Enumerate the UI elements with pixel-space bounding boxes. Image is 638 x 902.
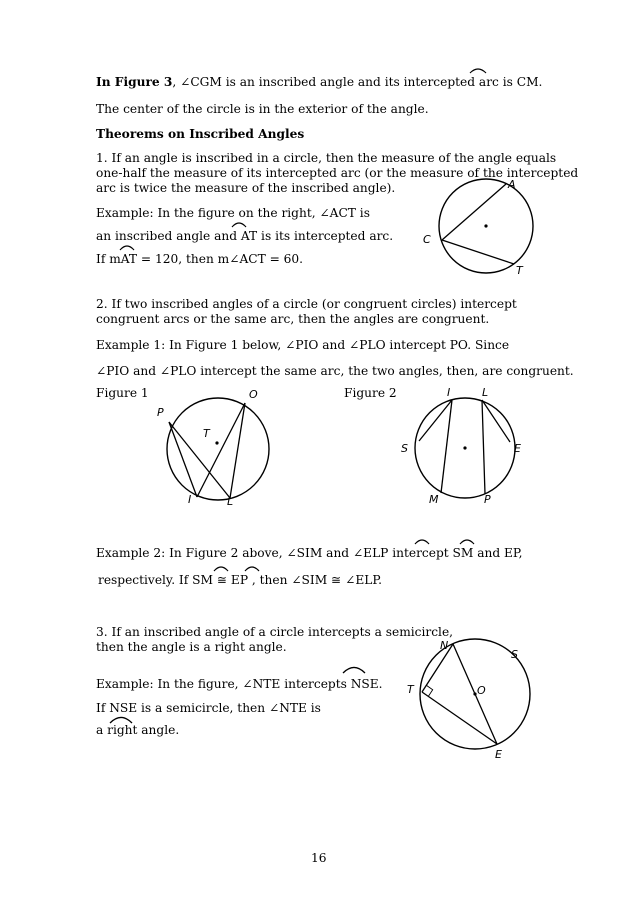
label-n: N — [440, 639, 449, 652]
arc-mark-at — [230, 220, 248, 228]
theorem1-example-line-2: an inscribed angle and AT is its intercepted arc. — [96, 229, 394, 243]
theorem1-example-line-1: Example: In the figure on the right, ∠ACT is — [96, 206, 370, 220]
label-e: E — [514, 442, 521, 455]
figure1-circle — [167, 398, 269, 500]
label-t: T — [516, 264, 523, 277]
arc-mark-sm-2 — [212, 564, 230, 572]
chord-lp — [482, 400, 485, 494]
theorem3-if-line-2: a right angle. — [96, 723, 180, 737]
intro-line-1 — [96, 75, 542, 90]
label-s: S — [511, 648, 518, 661]
intro-line-1-text: , ∠CGM is an inscribed angle and its intercepted arc is CM. — [172, 75, 543, 89]
theorems-heading: Theorems on Inscribed Angles — [96, 127, 305, 141]
theorem1-example-line-3: If mAT = 120, then m∠ACT = 60. — [96, 252, 304, 266]
theorem2-line-1: 2. If two inscribed angles of a circle (or congruent circles) intercept — [96, 297, 517, 311]
figure-act — [400, 170, 560, 290]
label-c: C — [423, 233, 431, 246]
theorem3-example-line: Example: In the figure, ∠NTE intercepts NSE. — [96, 677, 383, 691]
arc-mark-mat — [118, 243, 136, 251]
label-t: T — [407, 683, 414, 696]
theorem2-example1-line-2: ∠PIO and ∠PLO intercept the same arc, the two angles, then, are congruent. — [96, 364, 574, 378]
label-s: S — [401, 442, 408, 455]
label-i: I — [447, 386, 451, 399]
label-a: A — [508, 178, 516, 191]
intro-figure-ref: In Figure 3 — [96, 75, 173, 89]
figure-act-center — [484, 224, 487, 227]
theorem2-example2-line-1: Example 2: In Figure 2 above, ∠SIM and ∠ELP intercept SM and EP, — [96, 546, 523, 560]
label-t: T — [203, 427, 210, 440]
arc-mark-cm — [468, 66, 488, 74]
theorem2-example2-line-2: respectively. If SM ≅ EP , then ∠SIM ≅ ∠ELP. — [98, 573, 382, 587]
chord-pl — [169, 422, 230, 498]
label-l: L — [482, 386, 489, 399]
label-l: L — [227, 495, 234, 508]
figure-1 — [145, 385, 280, 515]
chord-ct — [442, 240, 514, 264]
chord-ca — [442, 184, 506, 240]
label-i: I — [188, 493, 192, 506]
label-m: M — [429, 493, 439, 506]
theorem2-line-2: congruent arcs or the same arc, then the angles are congruent. — [96, 312, 490, 326]
arc-mark-ep-2 — [243, 564, 261, 572]
page-number: 16 — [311, 851, 327, 865]
right-angle-mark — [426, 685, 432, 696]
figure2-caption: Figure 2 — [344, 386, 397, 400]
intro-line-2: The center of the circle is in the exterior of the angle. — [96, 102, 429, 116]
theorem3-if-line-1: If NSE is a semicircle, then ∠NTE is — [96, 701, 321, 715]
figure-2 — [395, 385, 530, 515]
theorem2-example1-line-1: Example 1: In Figure 1 below, ∠PIO and ∠PLO intercept PO. Since — [96, 338, 510, 352]
chord-le — [482, 400, 510, 442]
arc-mark-ep — [458, 537, 476, 545]
arc-mark-sm — [413, 537, 431, 545]
figure1-caption: Figure 1 — [96, 386, 149, 400]
arc-mark-nse — [341, 664, 367, 674]
label-o: O — [249, 388, 258, 401]
label-e: E — [495, 748, 502, 761]
theorem3-line-1: 3. If an inscribed angle of a circle intercepts a semicircle, — [96, 625, 454, 639]
label-p: P — [484, 493, 491, 506]
figure-nte — [400, 636, 535, 766]
label-p: P — [157, 406, 164, 419]
theorem1-line-1: 1. If an angle is inscribed in a circle, then the measure of the angle equals — [96, 151, 557, 165]
figure2-center — [463, 446, 466, 449]
label-o: O — [477, 684, 486, 697]
theorem1-line-2: one-half the measure of its intercepted arc (or the measure of the intercepted — [96, 166, 579, 180]
theorem3-line-2: then the angle is a right angle. — [96, 640, 287, 654]
theorem1-line-3: arc is twice the measure of the inscribed angle). — [96, 181, 396, 195]
figure1-center — [215, 441, 218, 444]
chord-im — [441, 400, 452, 493]
